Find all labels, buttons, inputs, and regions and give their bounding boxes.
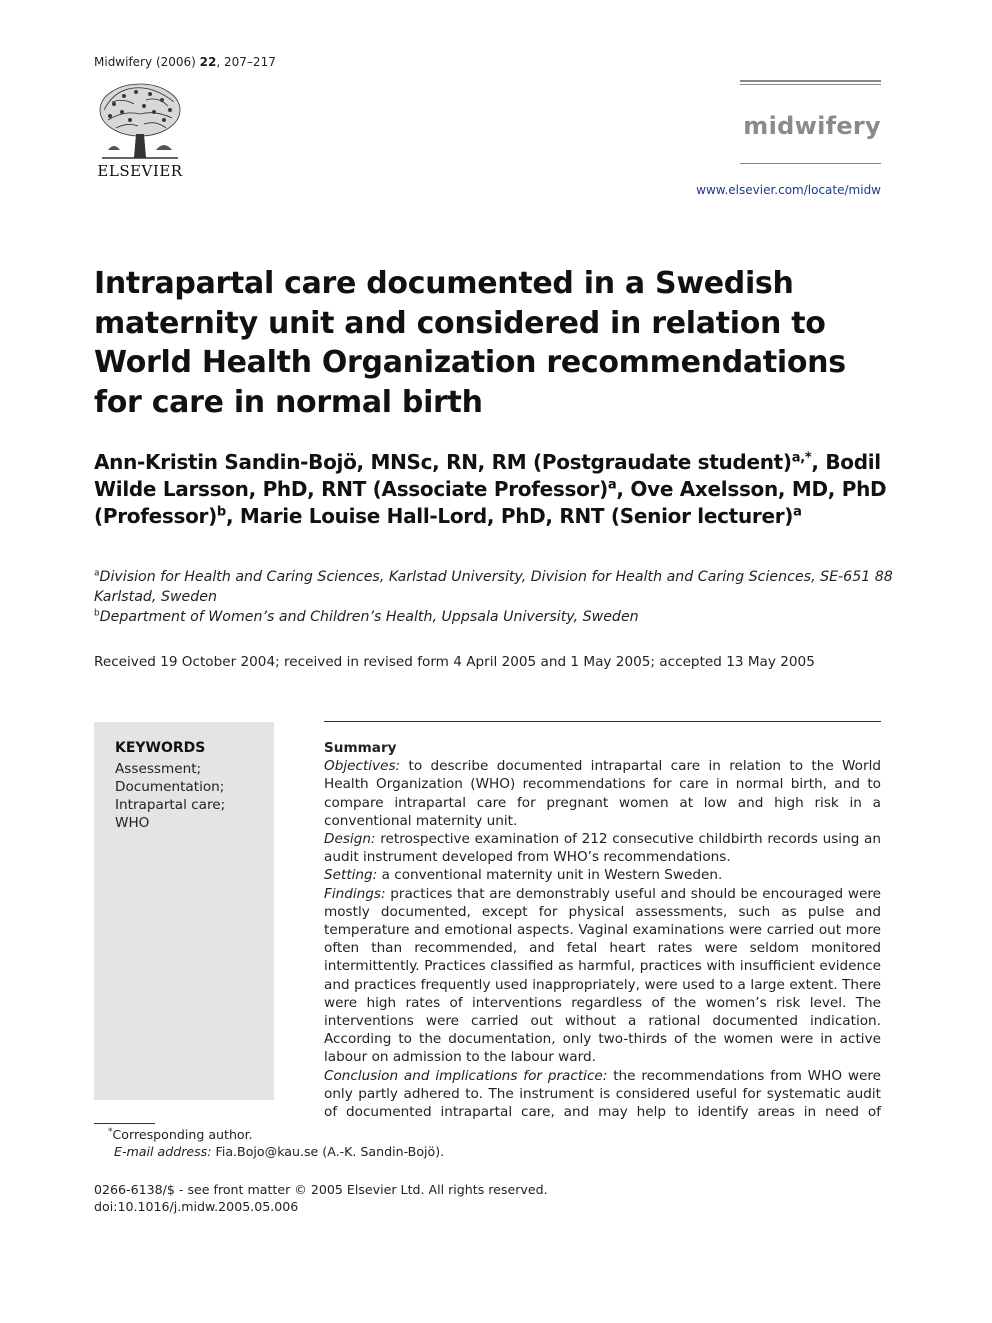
keywords-panel xyxy=(94,722,274,1100)
tree-emblem-icon xyxy=(94,80,186,162)
affiliation-text: Department of Women’s and Children’s Health, Uppsala University, Sweden xyxy=(99,609,639,625)
affiliation-item xyxy=(94,567,894,607)
summary-paragraph xyxy=(324,830,881,866)
header-rule xyxy=(740,84,881,85)
author-name: Ann-Kristin Sandin-Bojö, MNSc, RN, RM (Postgraudate student) xyxy=(94,450,792,474)
summary-section xyxy=(324,739,881,1121)
keywords-heading: KEYWORDS xyxy=(115,740,206,756)
summary-text: retrospective examination of 212 consecutive childbirth records using an audit instrument developed from WHO’s recommendations. xyxy=(324,831,881,866)
summary-paragraph xyxy=(324,866,881,884)
footnote-mark: * xyxy=(108,1126,113,1137)
author-name: Marie Louise Hall-Lord, PhD, RNT (Senior lecturer) xyxy=(239,504,794,528)
summary-text: to describe documented intrapartal care in relation to the World Health Organization (WHO) recommendations for care in normal birth, and to compare intrapartal care for pregnant women at low and high risk in a conventional maternity unit. xyxy=(324,758,881,829)
summary-label: Conclusion and implications for practice: xyxy=(324,1067,608,1084)
copyright-line: 0266-6138/$ - see front matter © 2005 Elsevier Ltd. All rights reserved. xyxy=(94,1182,548,1197)
keyword-item: Assessment; xyxy=(115,761,202,777)
header-rule xyxy=(740,163,881,164)
summary-label: Findings: xyxy=(324,885,386,902)
summary-text: a conventional maternity unit in Western Sweden. xyxy=(381,867,723,884)
summary-paragraph xyxy=(324,1067,881,1122)
corresponding-author-footnote xyxy=(94,1127,444,1160)
article-title: Intrapartal care documented in a Swedish maternity unit and considered in relation to World Health Organization recommendations for care in normal birth xyxy=(94,266,846,420)
journal-pages: 207–217 xyxy=(224,55,276,69)
doi-link[interactable]: doi:10.1016/j.midw.2005.05.006 xyxy=(94,1199,299,1214)
summary-text: practices that are demonstrably useful and should be encouraged were mostly documented, except for physical assessments, such as pulse and temperature and emotional aspects. Vaginal examinations were carried out more often than recommended, and fetal heart rates were seldom monitored intermittently. Practices classified as harmful, practices with insufficient evidence and practices frequently used inappropriately, were used to a large extent. There were high rates of interventions regardless of the women’s risk level. The interventions were carried out without a rational documented indication. According to the documentation, only two-thirds of the women were in active labour on admission to the labour ward. xyxy=(324,885,881,1066)
summary-paragraph xyxy=(324,885,881,1067)
elsevier-wordmark: ELSEVIER xyxy=(97,162,183,180)
journal-name: Midwifery xyxy=(94,55,153,69)
keyword-item: Documentation; xyxy=(115,779,225,795)
header-rule xyxy=(740,80,881,82)
author-name: Ove Axelsson, MD, PhD (Professor) xyxy=(94,477,887,528)
affiliation-mark: a xyxy=(94,568,100,579)
keywords-list xyxy=(115,760,225,832)
email-label: E-mail address: xyxy=(114,1143,212,1159)
email-link[interactable]: Fia.Bojo@kau.se (A.-K. Sandin-Bojö). xyxy=(215,1143,445,1159)
summary-label: Objectives: xyxy=(324,758,401,775)
journal-citation: Midwifery (2006) 22, 207–217 xyxy=(94,55,276,69)
author-name: Bodil Wilde Larsson, PhD, RNT (Associate Professor) xyxy=(94,450,881,501)
summary-label: Design: xyxy=(324,831,376,848)
affiliation-item xyxy=(94,607,894,627)
affiliation-mark: b xyxy=(94,608,100,619)
affiliation-list xyxy=(94,567,894,627)
copyright-block xyxy=(94,1181,548,1215)
footnote-rule xyxy=(94,1123,155,1124)
journal-year: (2006) xyxy=(155,55,196,69)
summary-heading: Summary xyxy=(324,740,397,756)
received-dates: Received 19 October 2004; received in revised form 4 April 2005 and 1 May 2005; accepted 13 May 2005 xyxy=(94,654,815,670)
author-list: Ann-Kristin Sandin-Bojö, MNSc, RN, RM (Postgraudate student)$^{a,*}$, Bodil Wilde Larsson, PhD, RNT (Associate Professor)$^a$, Ove Axelsson, MD, PhD (Professor)$^b$, Marie Louise Hall-Lord, PhD, RNT (Senior lecturer)$^a$ xyxy=(94,450,887,528)
affiliation-text: Division for Health and Caring Sciences, Karlstad University, Division for Health and Caring Sciences, SE-651 88 Karlstad, Sweden xyxy=(94,569,893,605)
summary-text: the recommendations from WHO were only partly adhered to. The instrument is considered useful for systematic audit of documented intrapartal care, and may help to identify areas in need of xyxy=(324,1067,881,1121)
keyword-item: WHO xyxy=(115,815,150,831)
elsevier-logo xyxy=(94,80,186,184)
summary-paragraph xyxy=(324,757,881,830)
keyword-item: Intrapartal care; xyxy=(115,797,226,813)
author-affiliation-mark[interactable]: b xyxy=(216,504,226,520)
author-affiliation-mark[interactable]: a xyxy=(607,477,617,493)
author-affiliation-mark[interactable]: a,* xyxy=(791,450,812,466)
corresponding-author-label: Corresponding author. xyxy=(112,1127,253,1142)
journal-brand: midwifery xyxy=(743,112,881,140)
journal-url-link[interactable]: www.elsevier.com/locate/midw xyxy=(696,183,881,197)
summary-label: Setting: xyxy=(324,867,378,884)
summary-rule xyxy=(324,721,881,722)
journal-volume: 22 xyxy=(199,55,217,69)
author-affiliation-mark[interactable]: a xyxy=(793,504,802,520)
